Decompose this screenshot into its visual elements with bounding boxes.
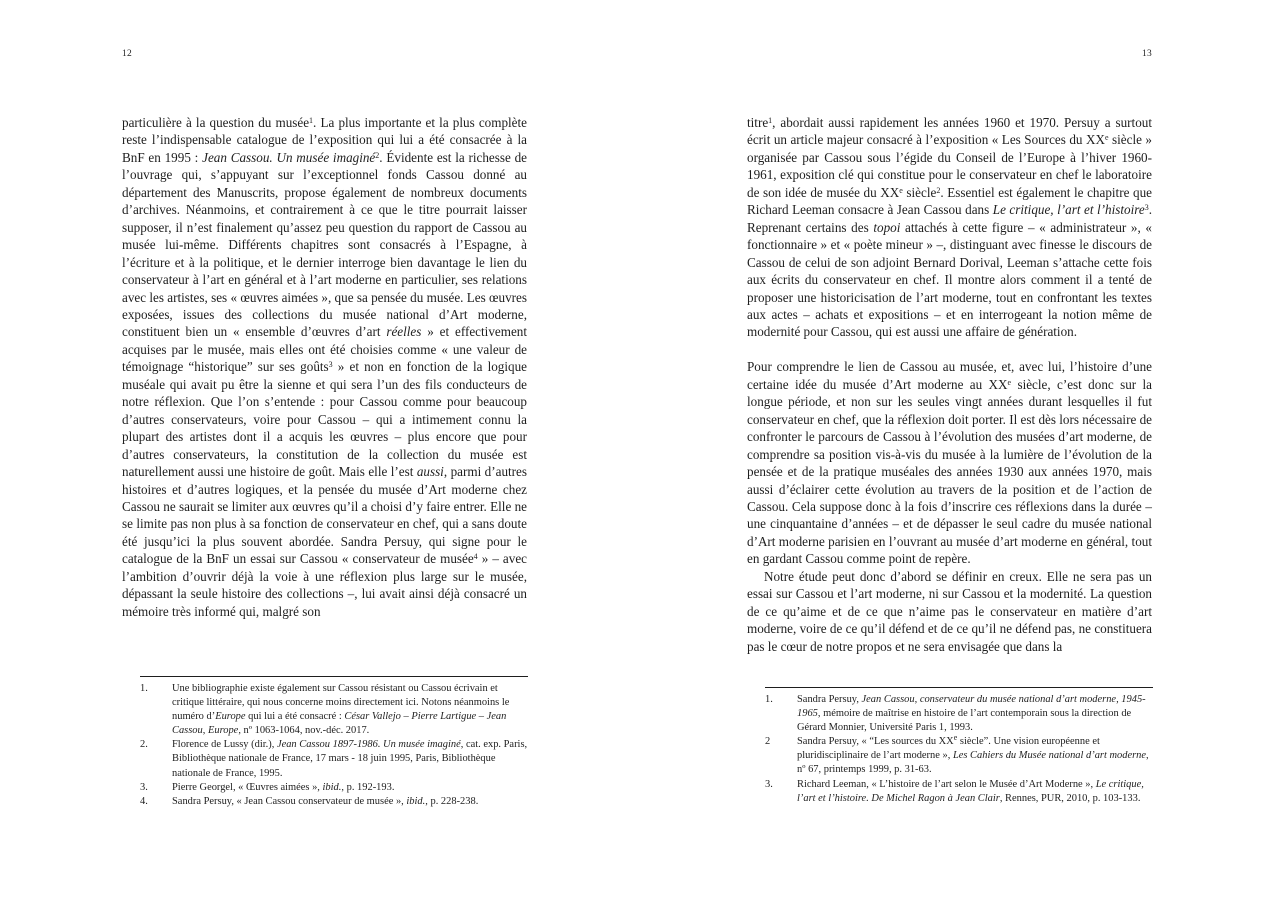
superscript: e xyxy=(1104,133,1109,143)
superscript: 3 xyxy=(1144,203,1149,213)
footnote xyxy=(765,735,1153,777)
footnote-text: Une bibliographie existe également sur Cassou résistant ou Cassou écrivain et critique littéraire, qui nous concerne moins directement ici. Notons néanmoins le numéro d’Europe qui lui a été consacré : César Vallejo – Pierre Lartigue – Jean Cassou, Europe, nº 1063-1064, nov.-déc. 2017. xyxy=(172,683,510,737)
footnotes xyxy=(140,676,528,809)
footnote-number: 2 xyxy=(765,736,771,748)
footnote-number: 1. xyxy=(140,683,148,694)
superscript: e xyxy=(899,185,903,195)
footnote xyxy=(140,795,528,809)
italic-text: ibid. xyxy=(406,795,426,807)
italic-text: César Vallejo – Pierre Lartigue – Jean Cassou xyxy=(172,711,507,737)
italic-text: réelles xyxy=(386,324,422,340)
paragraph: titre$^1$, abordait aussi rapidement les années 1960 et 1970. Persuy a surtout écrit un article majeur consacré à l’exposition « Les Sources du XXe siècle » organisée par Cassou sous l’égide du Conseil de l’Europe à l’hiver 1960-1961, exposition clé qui constitue pour le conservateur en chef le laboratoire de son idée de musée du XXe siècle$^2$. Essentiel est également le chapitre que Richard Leeman consacre à Jean Cassou dans Le critique, l’art et l’histoire$^3$. Reprenant certains des topoi attachés à cette figure – « administrateur », « fonctionnaire » et « poète mineur » –, distinguant avec finesse le discours de Cassou de celui de son adjoint Bernard Dorival, Leeman s’attache cette fois aux écrits du conservateur en chef. Il montre alors comment il a tenté de proposer une historicisation de l’art moderne, tout en confrontant les textes aux actes – achats et expositions – et en interrogeant la notion même de modernité pour Cassou, qui est aussi une affaire de génération. xyxy=(747,115,1153,340)
paragraph: Notre étude peut donc d’abord se définir en creux. Elle ne sera pas un essai sur Cassou et l’art moderne, ni sur Cassou et la modernité. La question de ce qu’aime et de ce que n’aime pas le conservateur en matière d’art moderne, voire de ce qu’il défend et de ce qu’il ne défend pas, ne constituera pas le cœur de notre propos et ne sera envisagée que dans la xyxy=(747,568,1152,654)
footnotes xyxy=(765,687,1153,806)
footnote-text: Sandra Persuy, « Jean Cassou conservateur de musée », ibid., p. 228-238. xyxy=(172,795,479,807)
footnote xyxy=(140,682,528,738)
italic-text: Jean Cassou. Un musée imaginé xyxy=(202,149,376,165)
footnote-text: Florence de Lussy (dir.), Jean Cassou 1897-1986. Un musée imaginé, cat. exp. Paris, Bibliothèque nationale de France, 17 mars - 18 juin 1995, Paris, Bibliothèque nationale de France, 1995. xyxy=(172,739,528,779)
page-number: 13 xyxy=(1142,49,1153,59)
paragraph: Pour comprendre le lien de Cassou au musée, et, avec lui, l’histoire d’une certaine idée du musée d’Art moderne au XXe siècle, c’est donc sur la longue période, et non sur les seules vingt années durant lesquelles il fut conservateur en chef, que la réflexion doit porter. Il est dès lors nécessaire de confronter le parcours de Cassou à l’évolution des musées d’art moderne, de comprendre sa position vis-à-vis du musée à la lumière de l’évolution de la pensée et de la pratique muséales des années 1930 aux années 1970, mais aussi d’éclairer cette évolution au travers de la position et de l’action de Cassou. Cela suppose donc à la fois d’inscrire ces réflexions dans la durée – une cinquantaine d’années – et de dépasser le seul cadre du musée national d’Art moderne parisien en l’ouvrant au musée d’art moderne en général, tout en gardant Cassou comme point de repère. xyxy=(747,359,1152,567)
footnote-rule xyxy=(140,676,528,677)
footnote-text: Richard Leeman, « L’histoire de l’art selon le Musée d’Art Moderne », Le critique, l’art et l’histoire. De Michel Ragon à Jean Clair, Rennes, PUR, 2010, p. 103-133. xyxy=(797,778,1144,804)
footnote xyxy=(765,693,1153,735)
footnote xyxy=(765,778,1153,806)
superscript: e xyxy=(1007,377,1012,387)
footnote xyxy=(140,738,528,780)
italic-text: ibid. xyxy=(322,781,342,793)
footnote-number: 1. xyxy=(765,694,773,705)
footnote-number: 3. xyxy=(765,778,773,790)
italic-text: Le critique, l’art et l’histoire xyxy=(992,202,1145,218)
footnote-text: Sandra Persuy, « “Les sources du XXe siècle”. Une vision européenne et pluridisciplinaire de l’art moderne », Les Cahiers du Musée national d’art moderne, nº 67, printemps 1999, p. 31-63. xyxy=(797,733,1149,776)
italic-text: Jean Cassou, conservateur du musée national d’art moderne, 1945-1965 xyxy=(797,694,1146,720)
superscript: 2 xyxy=(936,185,941,195)
italic-text: Europe xyxy=(207,725,239,737)
italic-text: Europe xyxy=(215,711,246,723)
body-text xyxy=(747,114,1152,655)
superscript: 3 xyxy=(328,360,333,370)
right-page xyxy=(636,0,1272,904)
paragraph: particulière à la question du musée$^1$. La plus importante et la plus complète reste l’indispensable catalogue de l’exposition qui lui a été consacrée à la BnF en 1995 : Jean Cassou. Un musée imaginé$^2$. Évidente est la richesse de l’ouvrage qui, s’appuyant sur l’exceptionnel fonds Cassou donné au département des Manuscrits, propose également de nombreux documents d’archives. Néanmoins, et contrairement à ce que le titre pourrait laisser supposer, il n’est finalement qu’assez peu question du rapport de Cassou au musée lui-même. Différents chapitres sont consacrés à l’Espagne, à l’écriture et à la politique, et le dernier interroge bien davantage le lien du conservateur à l’art en général et à l’art moderne en particulier, ses relations avec les artistes, ses « œuvres aimées », que sa pensée du musée. Les œuvres exposées, issues des collections du musée national d’Art moderne, constituent bien un « ensemble d’œuvres d’art réelles » et effectivement acquises par le musée, mais elles ont été choisies comme « une valeur de témoignage “historique” sur ses goûts$^3$ » et non en fonction de la logique muséale qui avait pu être la sienne et qui sera l’un des fils conducteurs de notre réflexion. Que l’on s’entende : pour Cassou comme pour beaucoup d’autres conservateurs, voire pour Cassou – qui a intimement connu la plupart des artistes dont il a acquis les œuvres – plus encore que pour d’autres conservateurs, la constitution de la collection du musée est naturellement aussi une histoire de goût. Mais elle l’est aussi, parmi d’autres histoires et d’autres logiques, et la pensée du musée d’Art moderne chez Cassou ne saurait se limiter aux œuvres qu’il a choisi d’y faire entrer. Elle ne se limite pas non plus à sa fonction de conservateur en chef, qui a sans doute été jusqu’ici la plus souvent abordée. Sandra Persuy, qui signe pour le catalogue de la BnF un essai sur Cassou « conservateur de musée$^4$ » – avec l’ambition d’ouvrir déjà la voie à une réflexion plus large sur le musée, dépassant la seule histoire des collections –, lui avait ainsi déjà consacré un mémoire très informé qui, malgré son xyxy=(122,115,527,619)
superscript: 1 xyxy=(768,116,773,125)
footnote-rule xyxy=(765,687,1153,688)
footnote-number: 3. xyxy=(140,781,148,793)
footnote-text: Pierre Georgel, « Œuvres aimées », ibid., p. 192-193. xyxy=(172,781,395,793)
superscript: e xyxy=(953,733,958,743)
italic-text: Le critique, l’art et l’histoire. De Michel Ragon à Jean Clair xyxy=(797,778,1144,804)
footnote-text: Sandra Persuy, Jean Cassou, conservateur du musée national d’art moderne, 1945-1965, mémoire de maîtrise en histoire de l’art contemporain sous la direction de Gérard Monnier, Université Paris 1, 1993. xyxy=(797,694,1146,734)
body-text xyxy=(122,114,527,620)
superscript: 1 xyxy=(309,116,314,125)
italic-text: aussi xyxy=(416,464,444,480)
page-number: 12 xyxy=(122,49,133,59)
italic-text: topoi xyxy=(873,219,901,235)
superscript: 4 xyxy=(473,552,478,562)
italic-text: Jean Cassou 1897-1986. Un musée imaginé xyxy=(276,739,461,751)
footnote xyxy=(140,781,528,795)
italic-text: Les Cahiers du Musée national d’art moderne xyxy=(952,750,1147,762)
footnote-number: 2. xyxy=(140,739,148,751)
footnote-number: 4. xyxy=(140,795,148,807)
superscript: 2 xyxy=(375,150,380,160)
